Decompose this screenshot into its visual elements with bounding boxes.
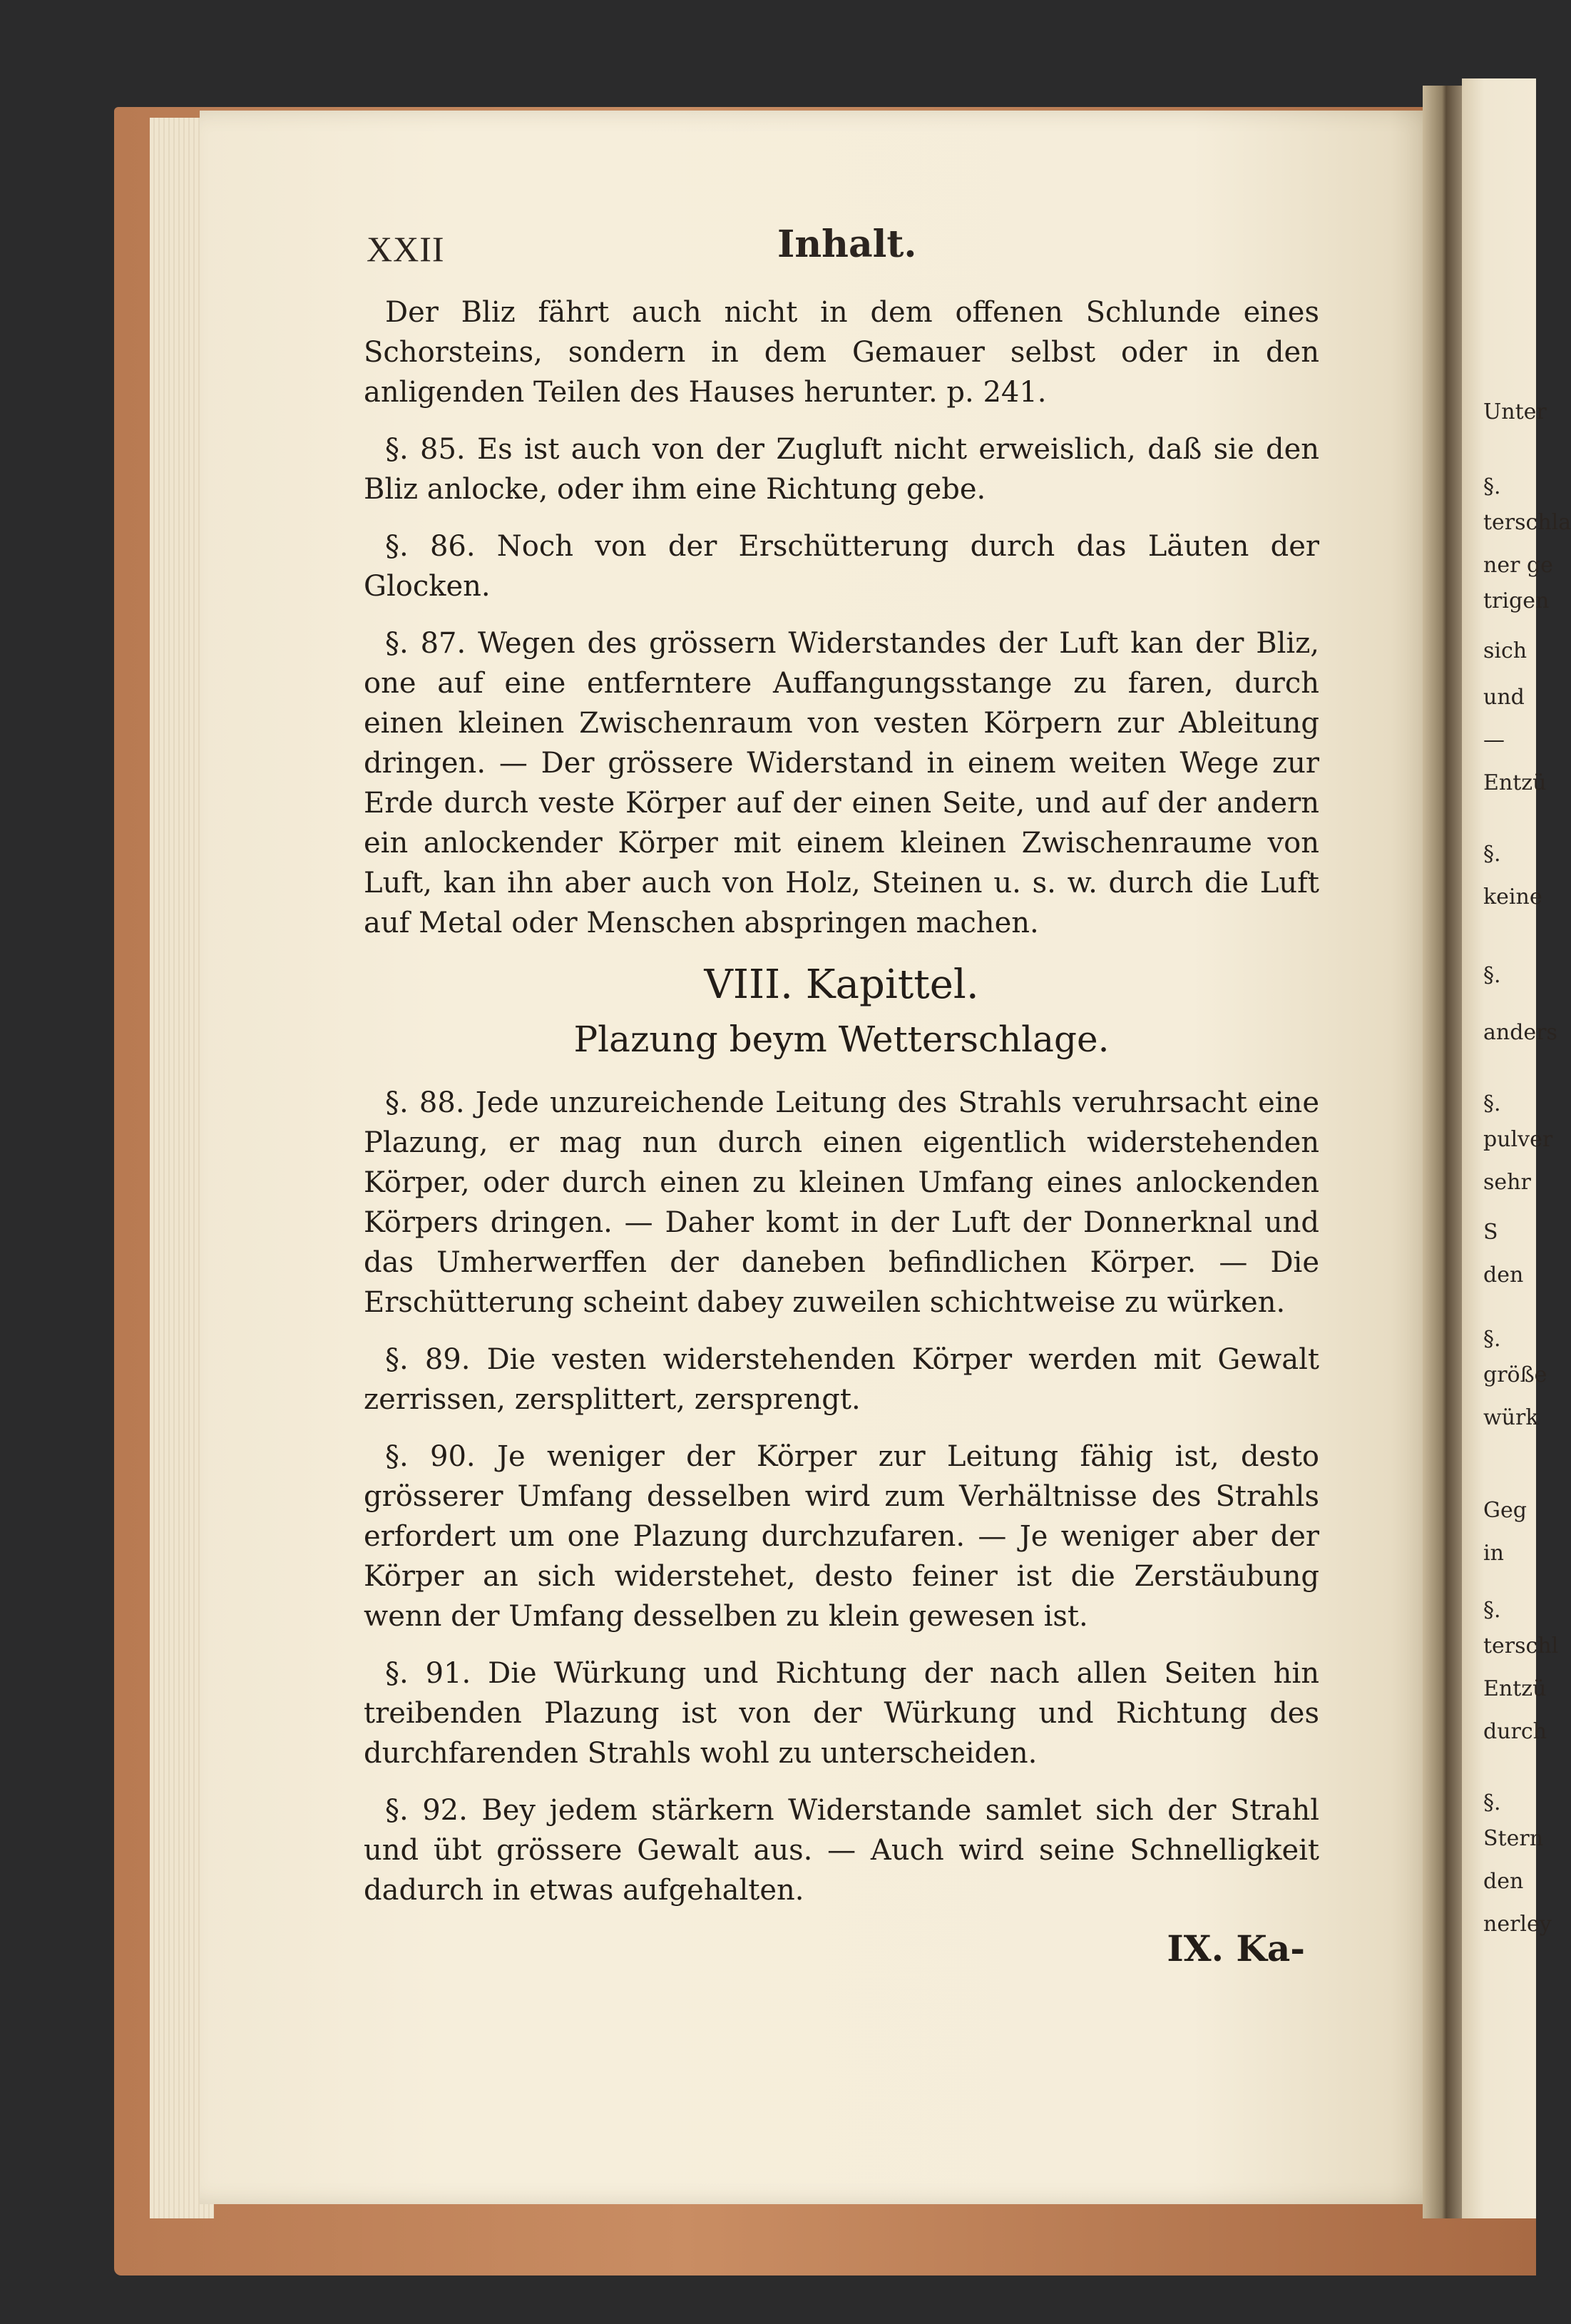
chapter-title: Plazung beym Wetterschlage. [573, 1019, 1110, 1060]
facing-fragment: Entzü [1483, 1676, 1547, 1701]
facing-fragment: in [1483, 1541, 1504, 1566]
facing-fragment: §. [1483, 963, 1501, 988]
catchword: IX. Ka- [1167, 1927, 1305, 1969]
facing-fragment: sich [1483, 638, 1527, 663]
facing-fragment: den [1483, 1869, 1524, 1894]
facing-fragment: S [1483, 1220, 1498, 1245]
facing-fragment: §. [1483, 1327, 1501, 1352]
facing-page [1462, 78, 1571, 2218]
facing-fragment: durch [1483, 1719, 1547, 1744]
paragraph-88: §. 88. Jede unzureichende Leitung des Strahls veruhrsacht eine Plazung, er mag nun durch einen eigentlich widerstehenden Körper, oder durch einen zu kleinen Umfang eines anlockenden Körpers dringen. — Daher komt in der Luft der Donnerknal und das Umherwerffen der daneben befindlichen Körper. — Die Erschütterung scheint dabey zuweilen schichtweise zu würken. [364, 1086, 1319, 1319]
page-content [364, 214, 1319, 1969]
paragraph-87: §. 87. Wegen des grössern Widerstandes der Luft kan der Bliz, one auf eine entferntere Auffangungsstange zu faren, durch einen kleinen Zwischenraum von vesten Körpern zur Ableitung dringen. — Der grössere Widerstand in einem weiten Wege zur Erde durch veste Körper auf der einen Seite, und auf der andern ein anlockender Körper mit einem kleinen Zwischenraume von Luft, kan ihn aber auch von Holz, Steinen u. s. w. durch die Luft auf Metal oder Menschen abspringen machen. [364, 627, 1319, 939]
facing-fragment: anders [1483, 1020, 1557, 1045]
facing-fragment: nerley [1483, 1912, 1552, 1937]
facing-fragment: §. [1483, 1790, 1501, 1815]
facing-fragment: — [1483, 728, 1505, 753]
paragraph-85: §. 85. Es ist auch von der Zugluft nicht erweislich, daß sie den Bliz anlocke, oder ihm eine Richtung gebe. [364, 433, 1319, 506]
facing-fragment: §. [1483, 474, 1501, 499]
paragraph-86: §. 86. Noch von der Erschütterung durch das Läuten der Glocken. [364, 530, 1319, 603]
facing-fragment: terschl [1483, 1634, 1559, 1658]
facing-fragment: keine [1483, 885, 1542, 909]
facing-fragment: pulver [1483, 1127, 1553, 1152]
facing-fragment: §. [1483, 842, 1501, 867]
paragraph-92: §. 92. Bey jedem stärkern Widerstande samlet sich der Strahl und übt grössere Gewalt aus. — Auch wird seine Schnelligkeit dadurch in etwas aufgehalten. [364, 1794, 1319, 1907]
chapter-heading: VIII. Kapittel. [704, 962, 979, 1008]
paragraph-90: §. 90. Je weniger der Körper zur Leitung fähig ist, desto grösserer Umfang desselben wird zum Verhältnisse des Strahls erfordert um one Plazung durchzufaren. — Je weniger aber der Körper an sich widerstehet, desto feiner ist die Zerstäubung wenn der Umfang desselben zu klein gewesen ist. [364, 1440, 1319, 1633]
facing-fragment: trigen [1483, 588, 1550, 613]
paragraph-89: §. 89. Die vesten widerstehenden Körper werden mit Gewalt zerrissen, zersplittert, zersprengt. [364, 1343, 1319, 1416]
facing-fragment: Stern [1483, 1826, 1544, 1851]
facing-fragment: Entzü [1483, 770, 1547, 795]
book-gutter [1423, 86, 1465, 2218]
facing-fragment: würk [1483, 1405, 1539, 1430]
facing-fragment: Geg [1483, 1498, 1527, 1523]
facing-fragment: §. [1483, 1091, 1501, 1116]
facing-fragment: Unter [1483, 399, 1547, 424]
paragraph-91: §. 91. Die Würkung und Richtung der nach allen Seiten hin treibenden Plazung ist von der Würkung und Richtung des durchfarenden Strahls wohl zu unterscheiden. [364, 1657, 1319, 1770]
paragraph: Der Bliz fährt auch nicht in dem offenen Schlunde eines Schorsteins, sondern in dem Gemauer selbst oder in den anligenden Teilen des Hauses herunter. p. 241. [364, 296, 1319, 409]
facing-fragment: terschla [1483, 510, 1571, 535]
facing-fragment: sehr [1483, 1170, 1531, 1195]
facing-fragment: §. [1483, 1598, 1501, 1623]
facing-fragment: den [1483, 1263, 1524, 1288]
running-head [364, 214, 1319, 292]
facing-fragment: größe [1483, 1362, 1547, 1387]
page-number: XXII [367, 229, 445, 269]
facing-fragment: und [1483, 685, 1525, 710]
running-title: Inhalt. [777, 223, 917, 266]
facing-fragment: ner ge [1483, 553, 1553, 578]
